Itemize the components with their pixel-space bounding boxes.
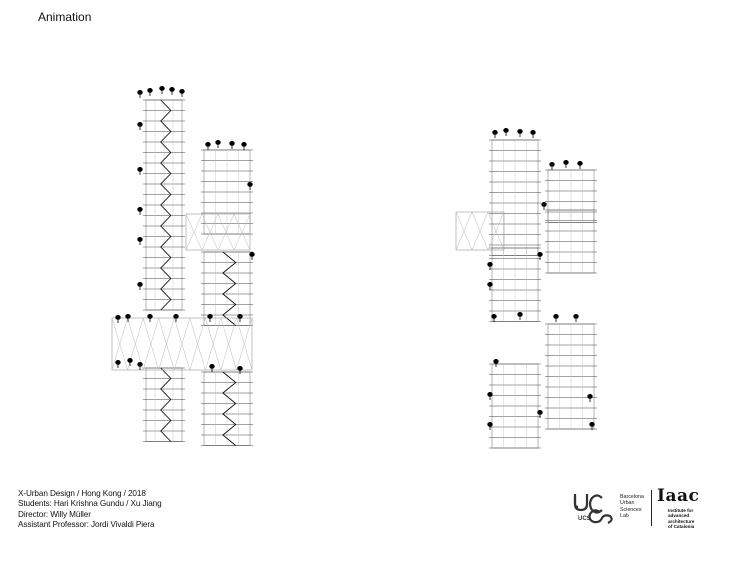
tree-crown (179, 89, 184, 94)
tree-crown (115, 315, 120, 320)
tree-crown (137, 122, 142, 127)
project-credits (18, 489, 162, 530)
credit-students: Students: Hari Krishna Gundu / Xu Jiang (18, 499, 162, 509)
tree-crown (589, 422, 594, 427)
tree-crown (587, 394, 592, 399)
tree-crown (553, 314, 558, 319)
right-tower-b-mid (545, 210, 597, 273)
tree-crown (537, 252, 542, 257)
tree-crown (205, 142, 210, 147)
tree-crown (137, 362, 142, 367)
tree-crown (487, 282, 492, 287)
tree-crown (147, 314, 152, 319)
tree-crown (207, 314, 212, 319)
tree-crown (563, 160, 568, 165)
credit-course: X-Urban Design / Hong Kong / 2018 (18, 489, 146, 498)
tree-crown (137, 237, 142, 242)
tree-crown (159, 86, 164, 91)
tree-crown (137, 282, 142, 287)
tree-crown (541, 202, 546, 207)
tree-crown (137, 167, 142, 172)
left-tower-a-upper (143, 100, 185, 310)
tree-crown (147, 88, 152, 93)
page-title: Animation (38, 10, 92, 24)
iaac-logo-text: Institute for advanced architecture of Catalonia (668, 508, 695, 530)
credit-assistant: Assistant Professor: Jordi Vivaldi Piera (18, 519, 155, 529)
credit-director: Director: Willy Müller (18, 509, 91, 519)
left-tower-b-top (201, 150, 253, 234)
left-link-bridge (186, 214, 250, 250)
ucs-mark: UCS (578, 516, 591, 522)
stair-zigzag (223, 252, 236, 326)
tree-crown (215, 140, 220, 145)
tree-crown (125, 314, 130, 319)
tree-crown (491, 314, 496, 319)
tree-crown (573, 314, 578, 319)
tree-crown (115, 360, 120, 365)
tree-crown (127, 358, 132, 363)
tree-crown (503, 128, 508, 133)
right-tower-a-lower (489, 364, 541, 448)
stair-zigzag (223, 372, 236, 446)
tree-crown (487, 392, 492, 397)
tree-crown (549, 162, 554, 167)
tree-crown (487, 262, 492, 267)
tree-crown (487, 422, 492, 427)
tree-crown (173, 314, 178, 319)
tree-crown (237, 366, 242, 371)
tree-crown (137, 207, 142, 212)
tree-crown (577, 161, 582, 166)
logo-divider (651, 490, 652, 526)
tree-crown (530, 130, 535, 135)
tree-crown (537, 410, 542, 415)
tree-crown (209, 364, 214, 369)
left-tower-a-lower (143, 368, 185, 442)
tree-crown (517, 312, 522, 317)
left-tower-b-lower (201, 372, 253, 446)
tree-crown (137, 90, 142, 95)
tree-crown (493, 359, 498, 364)
right-tower-b-lower (545, 324, 597, 429)
right-tower-a-mid (489, 248, 541, 322)
tree-crown (517, 129, 522, 134)
tree-crown (247, 182, 252, 187)
stair-zigzag (161, 368, 171, 442)
iaac-logo: Iaac (657, 486, 700, 506)
right-tower-a-top (489, 140, 541, 256)
tree-crown (249, 252, 254, 257)
tree-crown (492, 130, 497, 135)
tree-crown (237, 314, 242, 319)
tree-crown (241, 142, 246, 147)
ucs-logo-text: Barcelona Urban Sciences Lab (620, 494, 644, 520)
tree-crown (229, 141, 234, 146)
tree-crown (169, 87, 174, 92)
